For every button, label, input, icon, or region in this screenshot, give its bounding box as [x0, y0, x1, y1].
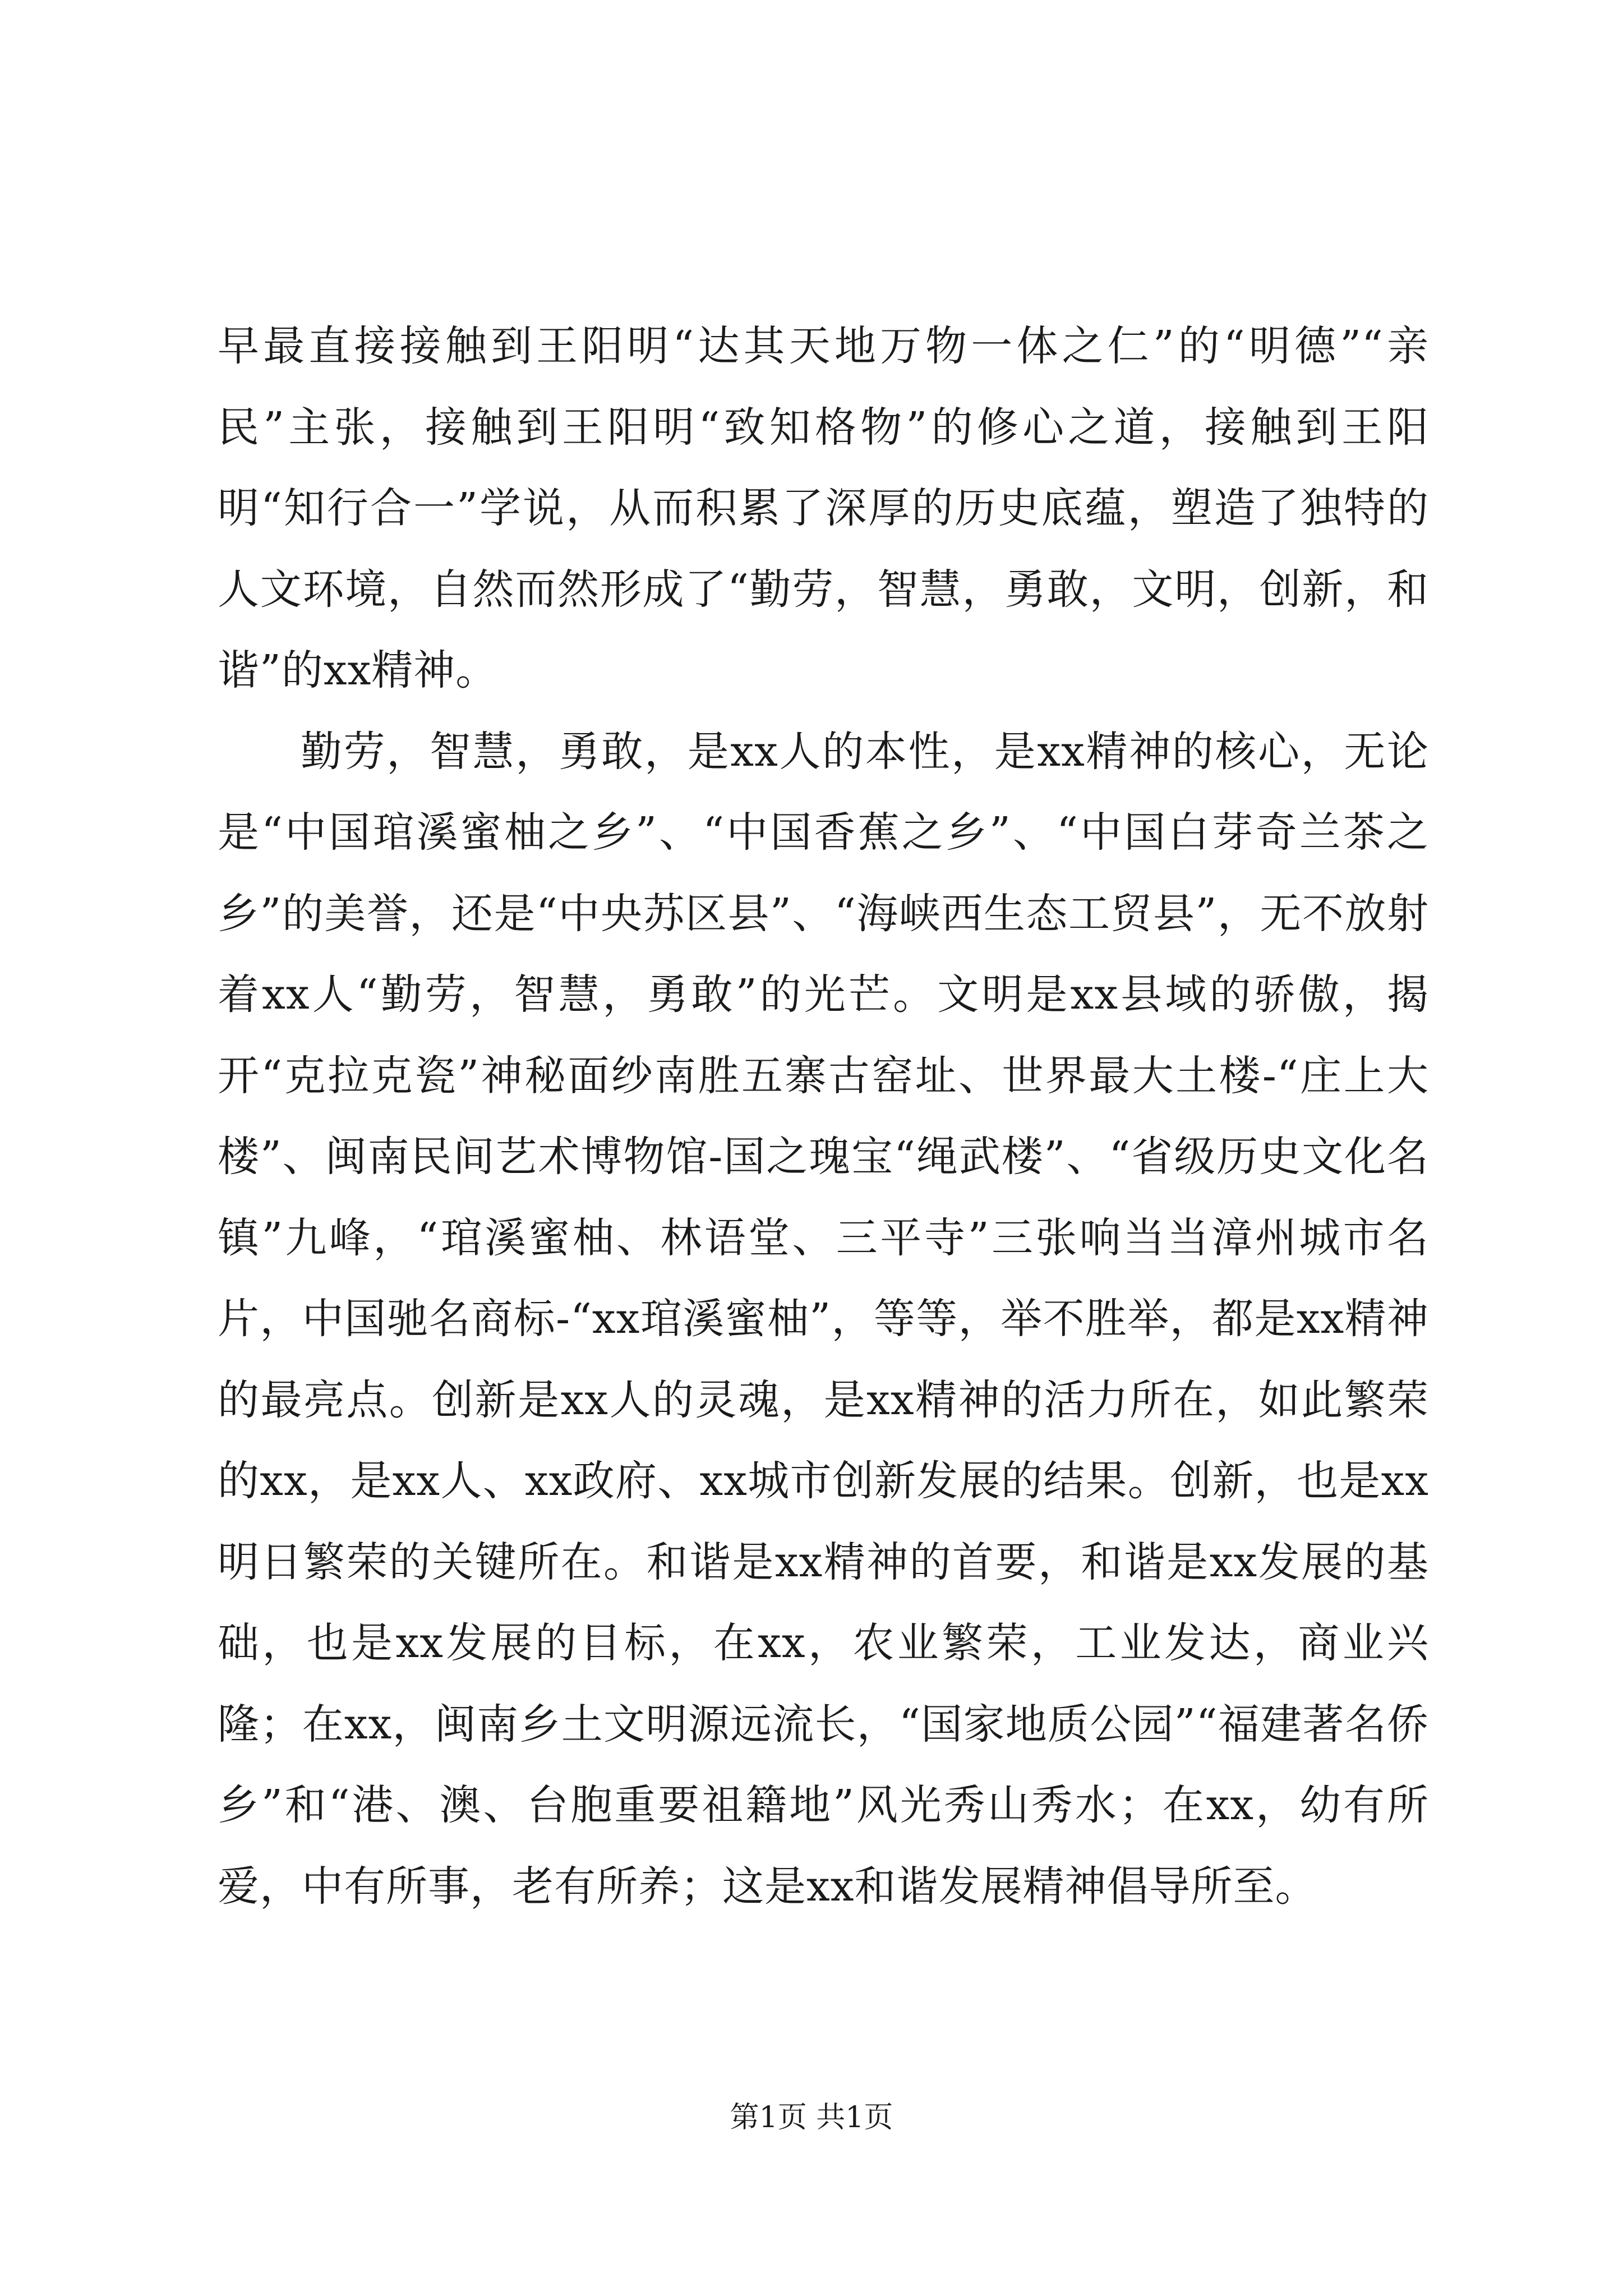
paragraph-1: 早最直接接触到王阳明“达其天地万物一体之仁”的“明德”“亲民”主张，接触到王阳明“致知格物”的修心之道，接触到王阳明“知行合一”学说，从而积累了深厚的历史底蕴，塑造了独特的人文环境，自然而然形成了“勤劳，智慧，勇敢，文明，创新，和谐”的xx精神。 — [218, 322, 1429, 694]
document-body — [218, 306, 1429, 1927]
page-footer — [0, 2098, 1623, 2137]
paragraph-2: 勤劳，智慧，勇敢，是xx人的本性，是xx精神的核心，无论是“中国琯溪蜜柚之乡”、“中国香蕉之乡”、“中国白芽奇兰茶之乡”的美誉，还是“中央苏区县”、“海峡西生态工贸县”，无不放射着xx人“勤劳，智慧，勇敢”的光芒。文明是xx县域的骄傲，揭开“克拉克瓷”神秘面纱南胜五寨古窑址、世界最大土楼-“庄上大楼”、闽南民间艺术博物馆-国之瑰宝“绳武楼”、“省级历史文化名镇”九峰，“琯溪蜜柚、林语堂、三平寺”三张响当当漳州城市名片，中国驰名商标-“xx琯溪蜜柚”，等等，举不胜举，都是xx精神的最亮点。创新是xx人的灵魂，是xx精神的活力所在，如此繁荣的xx，是xx人、xx政府、xx城市创新发展的结果。创新，也是xx明日繁荣的关键所在。和谐是xx精神的首要，和谐是xx发展的基础，也是xx发展的目标，在xx，农业繁荣，工业发达，商业兴隆；在xx，闽南乡土文明源远流长，“国家地质公园”“福建著名侨乡”和“港、澳、台胞重要祖籍地”风光秀山秀水；在xx，幼有所爱，中有所事，老有所养；这是xx和谐发展精神倡导所至。 — [218, 727, 1429, 1911]
page-number-label: 第1页 共1页 — [730, 2101, 893, 2134]
